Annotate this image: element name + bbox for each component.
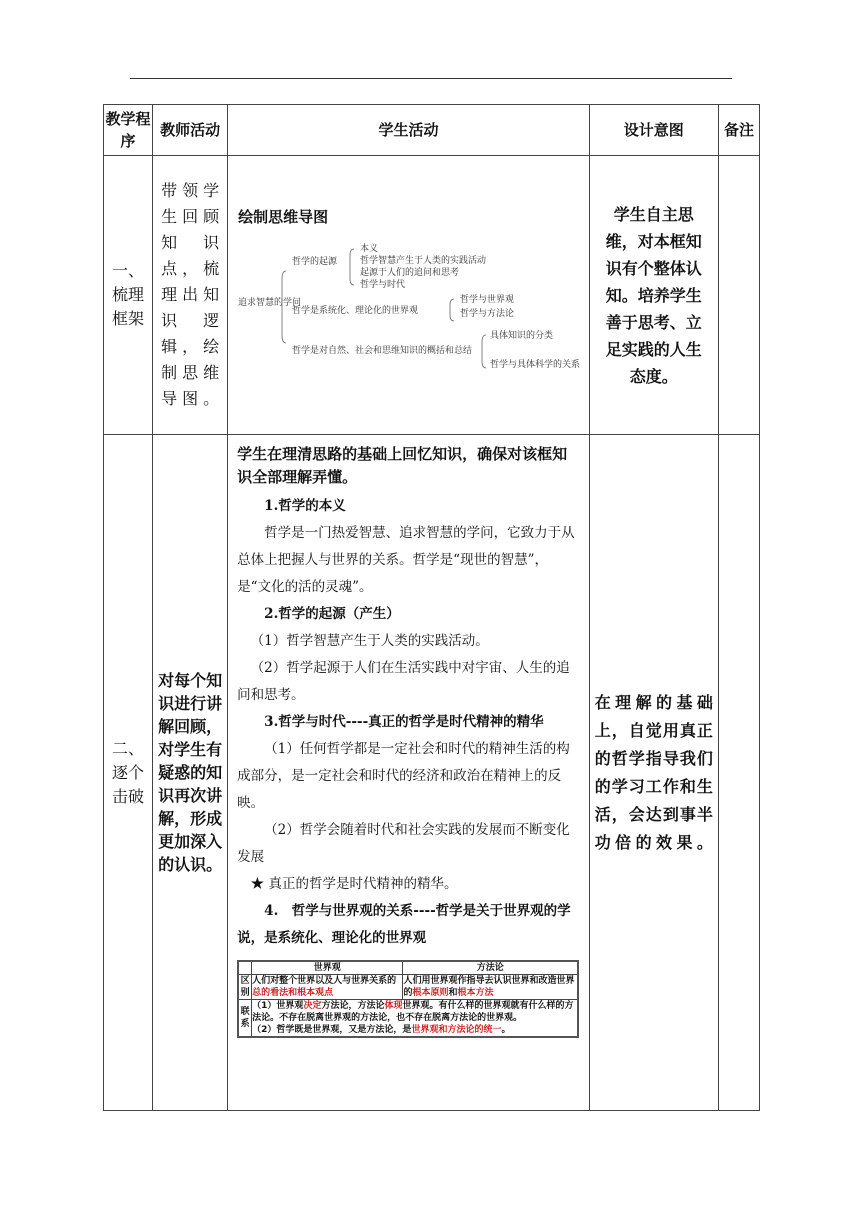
section-heading: 1.哲学的本义 bbox=[264, 498, 346, 514]
mini-header-methodology: 方法论 bbox=[403, 961, 578, 975]
header-teacher: 教师活动 bbox=[153, 105, 228, 156]
mindmap-leaf: 起源于人们的追问和思考 bbox=[360, 268, 460, 278]
mindmap-root: 追求智慧的学问 bbox=[238, 298, 302, 308]
header-design: 设计意图 bbox=[589, 105, 718, 156]
notes-cell bbox=[718, 156, 759, 435]
mini-row-difference bbox=[238, 975, 578, 1000]
procedure-cell bbox=[104, 435, 153, 1111]
star-note: ★ 真正的哲学是时代精神的精华。 bbox=[250, 876, 458, 892]
mindmap-leaf: 本义 bbox=[360, 244, 379, 254]
header-notes: 备注 bbox=[718, 105, 759, 156]
header-row bbox=[104, 105, 760, 156]
mindmap-branch: 哲学是系统化、理论化的世界观 bbox=[292, 306, 419, 316]
design-text: 学生自主思维，对本框知识有个整体认知。培养学生善于思考、立足实践的人生态度。 bbox=[605, 204, 702, 386]
teacher-cell bbox=[153, 435, 228, 1111]
student-title: 绘制思维导图 bbox=[238, 208, 329, 226]
mindmap-leaf: 哲学与方法论 bbox=[460, 309, 515, 319]
procedure-text: 二、逐个击破 bbox=[112, 738, 145, 806]
mindmap-leaf: 具体知识的分类 bbox=[490, 331, 554, 341]
section-heading: 3.哲学与时代----真正的哲学是时代精神的精华 bbox=[264, 714, 544, 730]
teacher-text: 带领学生回顾知识点，梳理出知识逻辑，绘制思维导图。 bbox=[161, 181, 220, 408]
mindmap-leaf: 哲学与具体科学的关系 bbox=[490, 360, 581, 370]
procedure-text: 一、梳理框架 bbox=[112, 261, 145, 328]
header-procedure: 教学程序 bbox=[104, 105, 153, 156]
procedure-cell bbox=[104, 156, 153, 435]
mindmap-leaf: 哲学与时代 bbox=[360, 280, 406, 290]
mini-row-relation bbox=[238, 1000, 578, 1038]
table-row bbox=[104, 156, 760, 435]
mind-map bbox=[238, 227, 583, 377]
section-heading: 4. 哲学与世界观的关系----哲学是关于世界观的学说，是系统化、理论化的世界观 bbox=[237, 903, 571, 946]
mindmap-brace bbox=[350, 249, 354, 285]
student-cell bbox=[228, 156, 590, 435]
mini-header-worldview: 世界观 bbox=[252, 961, 403, 975]
mindmap-branch: 哲学是对自然、社会和思维知识的概括和总结 bbox=[292, 346, 473, 356]
design-cell bbox=[589, 435, 718, 1111]
mini-methodology-def: 人们用世界观作指导去认识世界和改造世界的根本原则和根本方法 bbox=[403, 975, 578, 1000]
mini-label-relation: 联系 bbox=[238, 1000, 252, 1038]
paragraph: （1）哲学智慧产生于人类的实践活动。 bbox=[250, 633, 489, 649]
paragraph: 哲学是一门热爱智慧、追求智慧的学问，它致力于从总体上把握人与世界的关系。哲学是“现世的智慧”，是“文化的活的灵魂”。 bbox=[237, 525, 575, 595]
paragraph: （2）哲学起源于人们在生活实践中对宇宙、人生的追问和思考。 bbox=[237, 660, 570, 703]
mini-label-difference: 区别 bbox=[238, 975, 252, 1000]
design-cell bbox=[589, 156, 718, 435]
design-text: 在理解的基础上，自觉用真正的哲学指导我们的学习工作和生活，会达到事半功倍的效果。 bbox=[594, 692, 713, 852]
worldview-methodology-table bbox=[237, 960, 579, 1038]
mini-relation-line2: （2）哲学既是世界观，又是方法论，是世界观和方法论的统一。 bbox=[252, 1025, 511, 1035]
mini-relation-text bbox=[252, 1000, 579, 1038]
paragraph: （2）哲学会随着时代和社会实践的发展而不断变化发展 bbox=[237, 822, 570, 865]
teacher-cell bbox=[153, 156, 228, 435]
lesson-plan-table bbox=[103, 104, 760, 1111]
header-rule bbox=[130, 78, 732, 79]
header-student: 学生活动 bbox=[228, 105, 590, 156]
mindmap-leaf: 哲学智慧产生于人类的实践活动 bbox=[360, 256, 487, 266]
mini-relation-line1: （1）世界观决定方法论，方法论体现世界观。有什么样的世界观就有什么样的方法论。不存在脱离世界观的方法论，也不存在脱离方法论的世界观。 bbox=[252, 1001, 574, 1023]
paragraph: （1）任何哲学都是一定社会和时代的精神生活的构成部分，是一定社会和时代的经济和政治在精神上的反映。 bbox=[237, 741, 570, 811]
mindmap-leaf: 哲学与世界观 bbox=[460, 295, 515, 305]
section-heading: 2.哲学的起源（产生） bbox=[264, 606, 400, 622]
table-row bbox=[104, 435, 760, 1111]
mindmap-brace bbox=[450, 299, 454, 321]
teacher-text: 对每个知识进行讲解回顾，对学生有疑惑的知识再次讲解，形成更加深入的认识。 bbox=[158, 671, 223, 874]
mindmap-brace bbox=[482, 335, 486, 368]
student-cell bbox=[228, 435, 590, 1111]
notes-cell bbox=[718, 435, 759, 1111]
mini-header-row bbox=[238, 961, 578, 975]
student-lead: 学生在理清思路的基础上回忆知识，确保对该框知识全部理解弄懂。 bbox=[237, 445, 568, 486]
mini-worldview-def: 人们对整个世界以及人与世界关系的总的看法和根本观点 bbox=[252, 975, 403, 1000]
mindmap-branch: 哲学的起源 bbox=[292, 257, 338, 267]
